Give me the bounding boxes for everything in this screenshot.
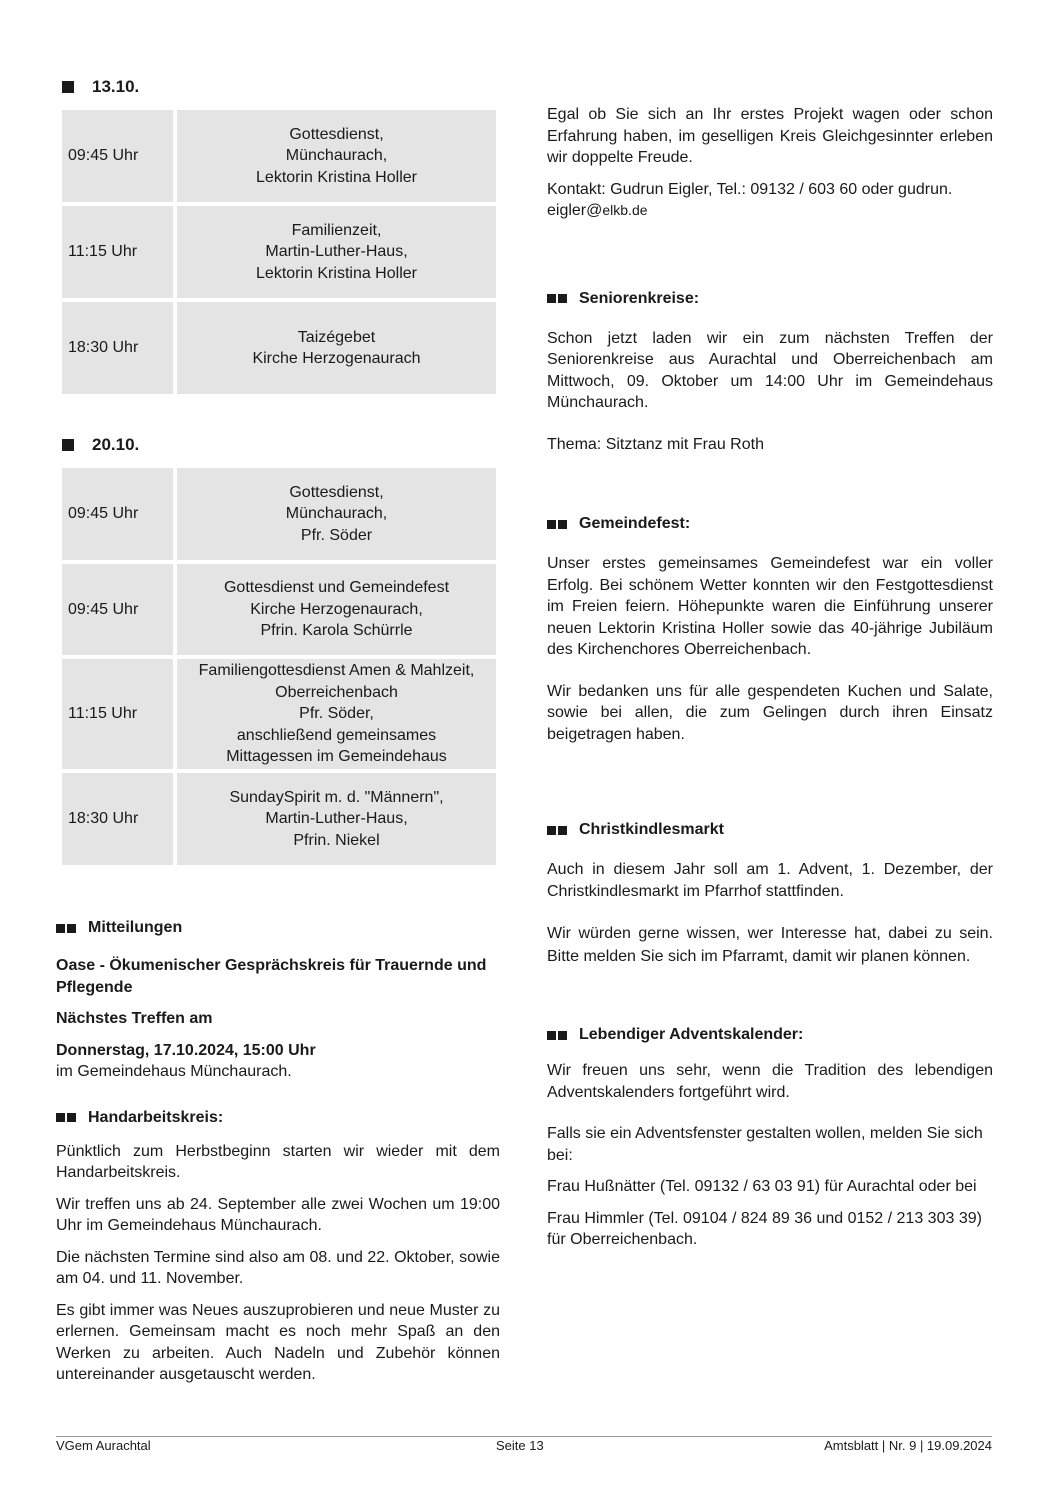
- paragraph: Wir würden gerne wissen, wer Interesse hat, dabei zu sein. Bitte melden Sie sich im Pfarramt, damit wir planen können.: [547, 925, 993, 965]
- square-bullet-icon: [62, 439, 74, 451]
- time-cell: 11:15 Uhr: [62, 659, 173, 769]
- event-line: Pfr. Söder,: [299, 705, 374, 723]
- paragraph: Pünktlich zum Herbstbeginn starten wir wieder mit dem Handarbeitskreis.: [56, 1142, 500, 1181]
- senioren-heading: [547, 290, 993, 308]
- event-cell: [177, 468, 496, 560]
- event-line: Lektorin Kristina Holler: [256, 168, 417, 186]
- event-cell: [177, 110, 496, 202]
- time-cell: 09:45 Uhr: [62, 110, 173, 202]
- schedule-row: [62, 206, 496, 298]
- advent-heading: [547, 1026, 993, 1044]
- square-bullet-icon: [558, 294, 567, 303]
- schedule-row: [62, 564, 496, 655]
- square-bullet-icon: [558, 520, 567, 529]
- paragraph: Frau Hußnätter (Tel. 09132 / 63 03 91) für Aurachtal oder bei: [547, 1178, 977, 1195]
- square-bullet-icon: [547, 294, 556, 303]
- square-bullet-icon: [62, 81, 74, 93]
- contact-text: Kontakt: Gudrun Eigler, Tel.: 09132 / 603 60 oder gudrun. eigler@: [547, 180, 953, 219]
- schedule-row: [62, 659, 496, 769]
- oase-title: Oase - Ökumenischer Gesprächskreis für Trauernde und Pflegende: [56, 957, 487, 996]
- event-line: Pfrin. Karola Schürrle: [260, 622, 413, 640]
- schedule-row: [62, 302, 496, 394]
- paragraph: Wir bedanken uns für alle gespendeten Kuchen und Salate, sowie bei allen, die zum Gelingen durch ihren Einsatz beigetragen haben.: [547, 682, 993, 743]
- square-bullet-icon: [547, 1031, 556, 1040]
- paragraph: Unser erstes gemeinsames Gemeindefest war ein voller Erfolg. Bei schönem Wetter konnten wir den Festgottesdienst im Freien feiern. Höhepunkte waren die Einführung unserer neuen Lektorin Kristina Holler sowie das 40-jährige Jubiläum des Kirchenchores Oberreichenbach.: [547, 555, 993, 658]
- paragraph: Falls sie ein Adventsfenster gestalten wollen, melden Sie sich bei:: [547, 1125, 983, 1164]
- event-line: Martin-Luther-Haus,: [265, 243, 408, 261]
- paragraph: Thema: Sitztanz mit Frau Roth: [547, 435, 764, 453]
- section-title: Gemeindefest:: [579, 515, 691, 532]
- event-line: Familiengottesdienst Amen & Mahlzeit,: [198, 662, 475, 680]
- section-title: Lebendiger Adventskalender:: [579, 1026, 804, 1043]
- gemeindefest-heading: [547, 515, 993, 533]
- event-cell: [177, 302, 496, 394]
- event-line: Gottesdienst und Gemeindefest: [223, 579, 450, 597]
- schedule-row: [62, 110, 496, 202]
- event-line: Münchaurach,: [285, 505, 388, 523]
- time-cell: 18:30 Uhr: [62, 302, 173, 394]
- date-heading-1: [62, 74, 500, 100]
- date-heading-2: [62, 432, 500, 458]
- handarbeit-heading: [56, 1109, 500, 1127]
- left-column: [56, 74, 500, 1386]
- paragraph: Auch in diesem Jahr soll am 1. Advent, 1. Dezember, der Christkindlesmarkt im Pfarrhof stattfinden.: [547, 861, 993, 900]
- footer-publisher: VGem Aurachtal: [56, 1438, 151, 1453]
- paragraph: Wir freuen uns sehr, wenn die Tradition des lebendigen Adventskalenders fortgeführt wird.: [547, 1062, 993, 1101]
- next-meeting-label: Nächstes Treffen am: [56, 1010, 213, 1027]
- contact-email-domain: elkb.de: [602, 202, 648, 218]
- event-line: Pfr. Söder: [300, 526, 373, 544]
- event-cell: [177, 773, 496, 865]
- date-label: 13.10.: [92, 77, 140, 96]
- event-line: Mittagessen im Gemeindehaus: [226, 748, 447, 766]
- time-cell: 09:45 Uhr: [62, 468, 173, 560]
- paragraph: Wir treffen uns ab 24. September alle zwei Wochen um 19:00 Uhr im Gemeindehaus Münchaurach.: [56, 1195, 500, 1234]
- paragraph: Die nächsten Termine sind also am 08. und 22. Oktober, sowie am 04. und 11. November.: [56, 1248, 500, 1287]
- event-line: Lektorin Kristina Holler: [256, 264, 417, 282]
- meeting-date: Donnerstag, 17.10.2024, 15:00 Uhr: [56, 1041, 316, 1059]
- event-line: Münchaurach,: [285, 147, 388, 165]
- time-cell: 09:45 Uhr: [62, 564, 173, 655]
- paragraph: Schon jetzt laden wir ein zum nächsten Treffen der Seniorenkreise aus Aurachtal und Oberreichenbach am Mittwoch, 09. Oktober um 14:00 Uhr im Gemeindehaus Münchaurach.: [547, 329, 993, 411]
- schedule-row: [62, 773, 496, 865]
- square-bullet-icon: [67, 1113, 76, 1122]
- event-cell: [177, 206, 496, 298]
- paragraph: Egal ob Sie sich an Ihr erstes Projekt wagen oder schon Erfahrung haben, im geselligen Kreis Gleichgesinnter erleben wir doppelte Freude.: [547, 106, 993, 166]
- square-bullet-icon: [67, 924, 76, 933]
- section-title: Handarbeitskreis:: [88, 1108, 224, 1126]
- schedule-row: [62, 468, 496, 560]
- section-title: Seniorenkreise:: [579, 289, 700, 307]
- square-bullet-icon: [56, 924, 65, 933]
- square-bullet-icon: [558, 1031, 567, 1040]
- square-bullet-icon: [547, 520, 556, 529]
- paragraph: Es gibt immer was Neues auszuprobieren und neue Muster zu erlernen. Gemeinsam macht es noch mehr Spaß an den Werken zu arbeiten. Auch Nadeln und Zubehör können untereinander ausgetauscht werden.: [56, 1301, 500, 1383]
- event-line: Martin-Luther-Haus,: [265, 810, 408, 828]
- right-column: [547, 104, 993, 1251]
- event-line: Oberreichenbach: [275, 683, 398, 701]
- footer-divider: [56, 1436, 992, 1437]
- event-line: Gottesdienst,: [289, 483, 384, 501]
- event-line: Kirche Herzogenaurach: [252, 350, 421, 367]
- footer-page-number: Seite 13: [496, 1438, 544, 1453]
- section-title: Christkindlesmarkt: [579, 821, 724, 838]
- event-line: Gottesdienst,: [289, 125, 384, 143]
- section-title: Mitteilungen: [88, 919, 183, 936]
- square-bullet-icon: [56, 1113, 65, 1122]
- time-cell: 18:30 Uhr: [62, 773, 173, 865]
- event-line: SundaySpirit m. d. "Männern",: [229, 788, 444, 806]
- event-line: Familienzeit,: [291, 221, 382, 239]
- square-bullet-icon: [558, 826, 567, 835]
- paragraph: Frau Himmler (Tel. 09104 / 824 89 36 und 0152 / 213 303 39) für Oberreichenbach.: [547, 1209, 982, 1248]
- contact-line: [547, 179, 993, 222]
- event-line: Taizégebet: [297, 328, 376, 346]
- schedule-table-1: [58, 106, 500, 398]
- meeting-location: im Gemeindehaus Münchaurach.: [56, 1063, 292, 1080]
- christkindl-heading: [547, 821, 993, 839]
- mitteilungen-heading: [56, 919, 500, 937]
- event-line: Pfrin. Niekel: [293, 831, 380, 849]
- schedule-table-2: [58, 464, 500, 869]
- footer-issue: Amtsblatt | Nr. 9 | 19.09.2024: [824, 1438, 992, 1453]
- square-bullet-icon: [547, 826, 556, 835]
- event-line: anschließend gemeinsames: [236, 726, 437, 744]
- date-label: 20.10.: [92, 435, 140, 454]
- time-cell: 11:15 Uhr: [62, 206, 173, 298]
- event-cell: [177, 564, 496, 655]
- event-line: Kirche Herzogenaurach,: [250, 600, 423, 618]
- event-cell: [177, 659, 496, 769]
